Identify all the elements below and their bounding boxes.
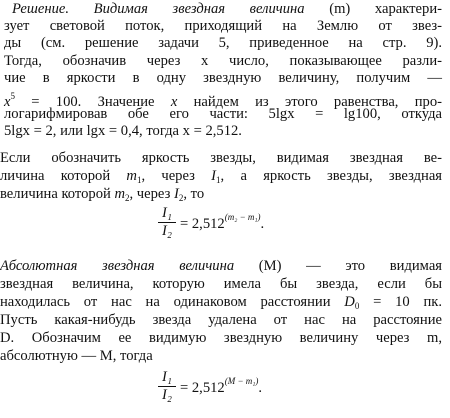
subscript: 1	[136, 175, 142, 185]
text-fragment: , то	[183, 186, 205, 202]
text-fragment: = 100. Значение	[14, 94, 171, 110]
var-m: m	[114, 186, 125, 202]
formula-1	[158, 206, 264, 239]
symbol-m: (m)	[329, 1, 351, 17]
solution-line-4: Тогда, обозначив через x число, показывающее разли-	[4, 53, 442, 69]
subscript: 0	[354, 301, 360, 311]
subscript: 2	[125, 193, 130, 203]
solution-line-2: зует световой поток, приходящий на Землю от звез-	[4, 18, 442, 34]
var-m: m	[126, 168, 137, 184]
subscript: 2	[178, 193, 184, 203]
text-fragment: , через	[129, 186, 174, 202]
numerator: I₁	[162, 369, 172, 385]
para3-line-5: D. Обозначим ее видимую звездную величину через m,	[0, 330, 442, 346]
term-apparent-magnitude: Видимая звездная величина	[93, 1, 305, 17]
text-fragment: находилась от нас на одинаковом расстоянии	[0, 294, 345, 310]
solution-line-7: логарифмировав обе его части: 5lgx = lg100, откуда	[4, 106, 442, 122]
text-fragment: = 10 пк.	[359, 294, 442, 310]
var-x: x	[4, 94, 11, 110]
fraction	[158, 206, 176, 239]
text-fragment: величина которой	[0, 186, 115, 202]
solution-line-6	[4, 88, 442, 110]
formula-rhs	[180, 212, 264, 233]
para2-line-2	[0, 168, 442, 185]
text-fragment: , а яркость звезды, звездная	[220, 168, 443, 184]
text-fragment: (M) — это видимая	[234, 258, 443, 274]
exponent: (M − m₁)	[224, 376, 259, 386]
fraction	[158, 370, 176, 403]
text-fragment: характери-	[374, 1, 442, 17]
solution-label: Решение.	[12, 1, 70, 17]
para2-line-1: Если обозначить яркость звезды, видимая звездная ве-	[0, 150, 442, 166]
solution-line-3: ды (см. решение задачи 5, приведенное на стр. 9).	[4, 35, 442, 51]
denominator: I₂	[162, 387, 172, 403]
period: .	[258, 380, 263, 396]
para3-line-4: Пусть какая-нибудь звезда удалена от нас на расстояние	[0, 312, 442, 328]
solution-line-5: чие в яркости в одну звездную величину, получим —	[4, 70, 442, 86]
exponent: (m₂ − m₁)	[224, 212, 261, 222]
denominator: I₂	[162, 223, 172, 239]
period: .	[260, 216, 265, 232]
formula-rhs	[180, 376, 262, 397]
base: = 2,512	[180, 380, 225, 396]
var-x: x	[170, 94, 178, 110]
subscript: 1	[216, 175, 221, 185]
base: = 2,512	[180, 216, 225, 232]
para3-line-1	[0, 258, 442, 275]
numerator: I₁	[162, 205, 172, 221]
para3-line-3	[0, 294, 442, 311]
var-I: I	[173, 186, 179, 202]
exponent-5: 5	[10, 91, 15, 101]
text-fragment: , через	[141, 168, 212, 184]
text-fragment: личина которой	[0, 168, 127, 184]
solution-line-1	[12, 1, 442, 18]
var-I: I	[211, 168, 217, 184]
para3-line-6: абсолютную — M, тогда	[0, 348, 153, 364]
term-absolute-magnitude: Абсолютная звездная величина	[0, 258, 235, 274]
var-D: D	[344, 294, 355, 310]
text-fragment: найдем из этого равенства, про-	[177, 94, 442, 110]
solution-line-8: 5lgx = 2, или lgx = 0,4, тогда x = 2,512.	[4, 123, 242, 139]
para2-line-3	[0, 186, 442, 203]
formula-2	[158, 370, 262, 403]
para3-line-2: звездная величина, которую имела бы звезда, если бы	[0, 276, 442, 292]
